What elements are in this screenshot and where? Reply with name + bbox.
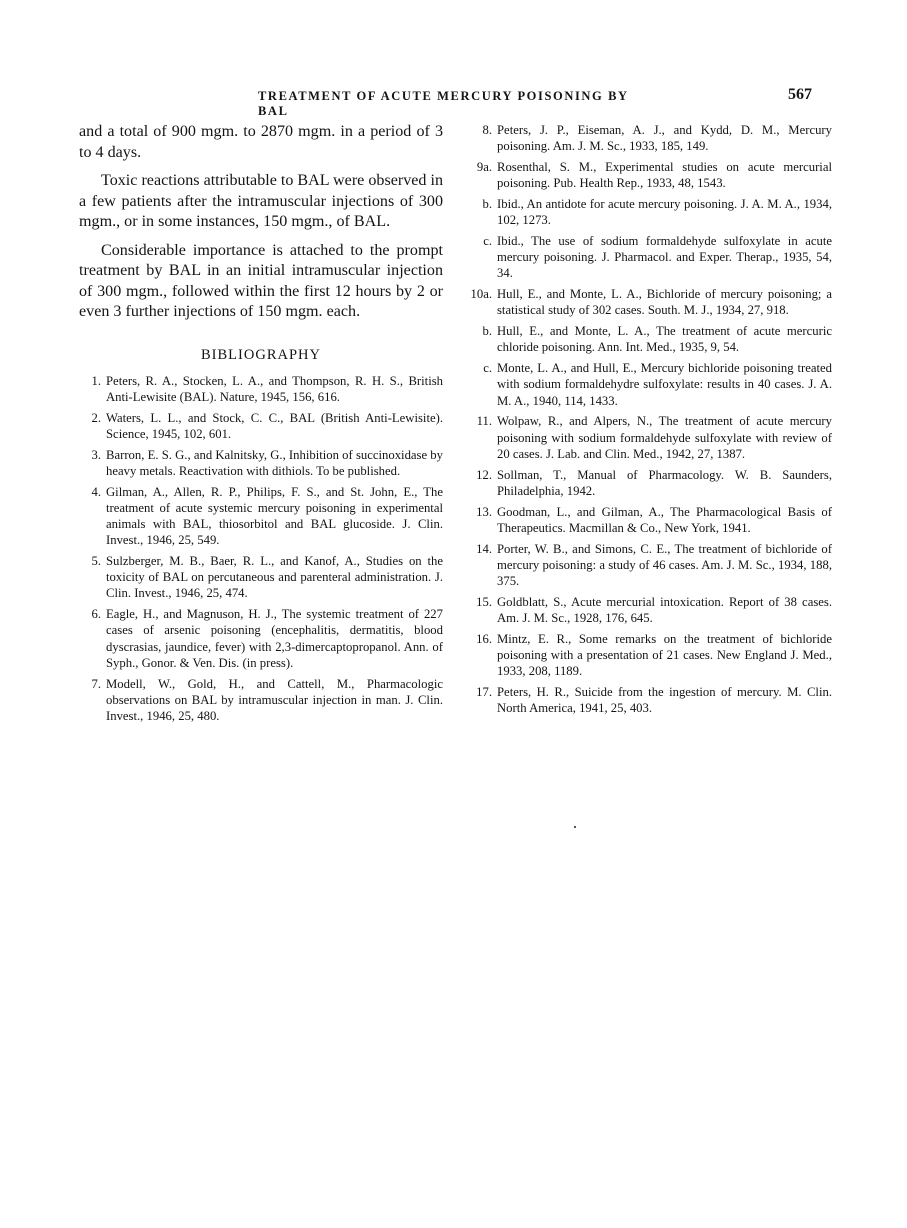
reference-item [79,410,443,442]
reference-text: Peters, R. A., Stocken, L. A., and Thompson, R. H. S., British Anti-Lewisite (BAL). Nature, 1945, 156, 616. [106,373,443,404]
reference-text: Hull, E., and Monte, L. A., The treatment of acute mercuric chloride poisoning. Ann. Int. Med., 1935, 9, 54. [497,324,832,355]
reference-item [470,323,832,355]
reference-text: Ibid., An antidote for acute mercury poisoning. J. A. M. A., 1934, 102, 1273. [497,197,832,228]
reference-number: c. [483,234,492,248]
reference-number: 15. [476,594,492,609]
page-number: 567 [788,86,812,103]
reference-text: Monte, L. A., and Hull, E., Mercury bichloride poisoning treated with sodium formaldehydre sulfoxylate: results in 40 cases. J. A. M. A., 1940, 114, 1433. [497,361,832,408]
reference-item [470,504,832,536]
reference-number: 16. [476,631,492,646]
reference-item [470,684,832,716]
reference-item [470,233,832,282]
reference-number: 1. [91,373,101,388]
reference-list-left [79,373,443,725]
right-column [470,122,832,721]
reference-item [79,447,443,479]
reference-text: Eagle, H., and Magnuson, H. J., The systemic treatment of 227 cases of arsenic poisoning (encephalitis, dermatitis, blood dyscrasias, jaundice, fever) with 2,3-dimercaptopropanol. Ann. of Syph., Gonor. & Ven. Dis. (in press). [106,607,443,670]
reference-item [79,373,443,405]
reference-item [470,467,832,499]
reference-number: 3. [91,447,101,462]
reference-text: Peters, J. P., Eiseman, A. J., and Kydd, D. M., Mercury poisoning. Am. J. M. Sc., 1933, 185, 149. [497,123,832,154]
reference-text: Waters, L. L., and Stock, C. C., BAL (British Anti-Lewisite). Science, 1945, 102, 601. [106,410,443,441]
bibliography-heading: BIBLIOGRAPHY [201,346,321,363]
reference-item [79,553,443,602]
reference-number: 8. [482,123,492,137]
reference-item [470,413,832,462]
reference-number: 9a. [476,160,492,174]
reference-number: 14. [476,541,492,556]
reference-text: Peters, H. R., Suicide from the ingestion of mercury. M. Clin. North America, 1941, 25, 403. [497,685,832,716]
reference-number: 2. [91,410,101,425]
left-column [79,122,443,729]
body-paragraph: Considerable importance is attached to the prompt treatment by BAL in an initial intramuscular injection of 300 mgm., followed within the first 12 hours by 2 or even 3 further injections of 150 mgm. each. [79,241,443,320]
reference-text: Goldblatt, S., Acute mercurial intoxication. Report of 38 cases. Am. J. M. Sc., 1928, 176, 645. [497,594,832,626]
reference-item [79,606,443,671]
reference-number: b. [482,197,492,211]
reference-text: Modell, W., Gold, H., and Cattell, M., Pharmacologic observations on BAL by intramuscular injection in man. J. Clin. Invest., 1946, 25, 480. [106,676,443,723]
reference-item [470,159,832,191]
reference-text: Hull, E., and Monte, L. A., Bichloride of mercury poisoning; a statistical study of 302 cases. South. M. J., 1934, 27, 918. [497,287,832,318]
running-title: TREATMENT OF ACUTE MERCURY POISONING BY BAL [258,89,629,118]
reference-item [470,594,832,626]
reference-number: 17. [476,685,492,700]
reference-text: Ibid., The use of sodium formaldehyde sulfoxylate in acute mercury poisoning. J. Pharmacol. and Exper. Therap., 1935, 54, 34. [497,234,832,281]
body-paragraph: and a total of 900 mgm. to 2870 mgm. in a period of 3 to 4 days. [79,123,443,161]
reference-number: 7. [91,676,101,691]
reference-text: Mintz, E. R., Some remarks on the treatment of bichloride poisoning with a presentation of 21 cases. New England J. Med., 1933, 208, 1189. [497,631,832,679]
reference-text: Porter, W. B., and Simons, C. E., The treatment of bichloride of mercury poisoning: a study of 46 cases. Am. J. M. Sc., 1934, 188, 375. [497,541,832,589]
reference-number: 5. [91,553,101,568]
reference-number: 12. [476,467,492,482]
reference-text: Goodman, L., and Gilman, A., The Pharmacological Basis of Therapeutics. Macmillan & Co., New York, 1941. [497,504,832,535]
reference-item [79,484,443,549]
reference-list-right [470,122,832,716]
print-speck [574,826,576,828]
reference-number: c. [483,361,492,376]
reference-text: Rosenthal, S. M., Experimental studies on acute mercurial poisoning. Pub. Health Rep., 1933, 48, 1543. [497,160,832,191]
reference-item [79,676,443,725]
reference-text: Wolpaw, R., and Alpers, N., The treatment of acute mercury poisoning with sodium formaldehyde sulfoxylate with review of 20 cases. J. Lab. and Clin. Med., 1942, 27, 1387. [497,414,832,461]
reference-item [470,631,832,680]
reference-text: Sulzberger, M. B., Baer, R. L., and Kanof, A., Studies on the toxicity of BAL on percutaneous and parenteral administration. J. Clin. Invest., 1946, 25, 474. [106,553,443,601]
reference-text: Sollman, T., Manual of Pharmacology. W. B. Saunders, Philadelphia, 1942. [497,467,832,498]
reference-item [470,360,832,409]
reference-item [470,122,832,154]
body-paragraph: Toxic reactions attributable to BAL were observed in a few patients after the intramuscular injections of 300 mgm., or in some instances, 150 mgm., of BAL. [79,172,443,230]
reference-number: 11. [476,414,492,429]
reference-text: Barron, E. S. G., and Kalnitsky, G., Inhibition of succinoxidase by heavy metals. Reactivation with dithiols. To be published. [106,447,443,478]
reference-number: 13. [476,504,492,519]
reference-number: 6. [91,607,101,622]
reference-text: Gilman, A., Allen, R. P., Philips, F. S., and St. John, E., The treatment of acute systemic mercury poisoning in experimental animals with BAL, thiosorbitol and BAL glucoside. J. Clin. Invest., 1946, 25, 549. [106,484,443,548]
reference-number: 4. [91,484,101,499]
reference-number: b. [482,324,492,339]
reference-item [470,286,832,318]
reference-item [470,196,832,228]
reference-item [470,541,832,590]
reference-number: 10a. [470,287,492,302]
